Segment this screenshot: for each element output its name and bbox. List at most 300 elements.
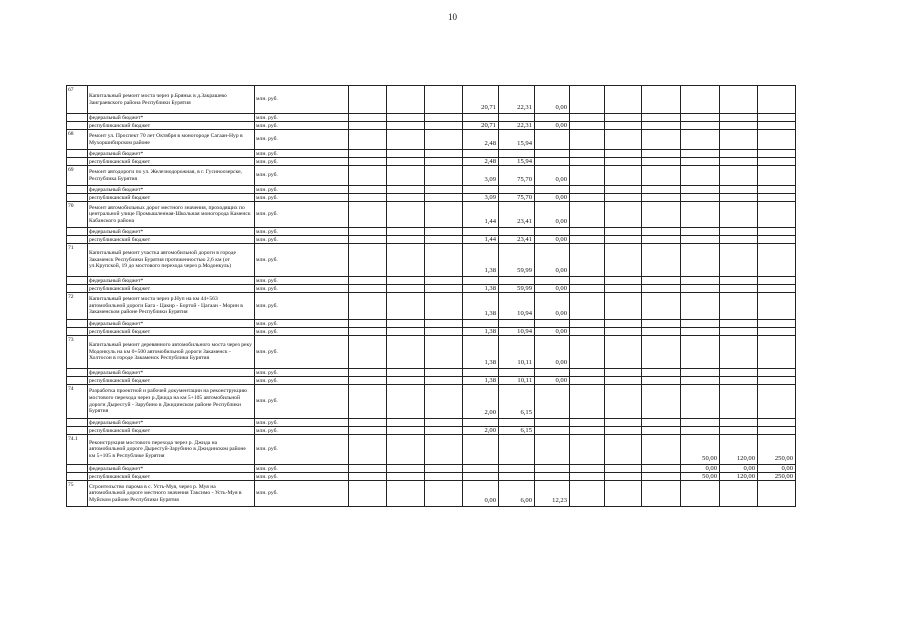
row-unit: млн. руб.: [255, 328, 349, 336]
value-cell: [387, 385, 425, 419]
row-unit: млн. руб.: [255, 481, 349, 507]
value-cell: [681, 377, 720, 385]
value-cell: 0,00: [535, 244, 570, 277]
value-cell: 0,00: [463, 481, 499, 507]
value-cell: [499, 114, 535, 122]
row-number: 74.1: [67, 435, 88, 465]
row-unit: млн. руб.: [255, 194, 349, 202]
value-cell: [605, 194, 642, 202]
value-cell: [642, 122, 681, 130]
value-cell: [387, 194, 425, 202]
value-cell: [720, 166, 758, 186]
value-cell: [499, 320, 535, 328]
value-cell: [349, 473, 387, 481]
value-cell: [425, 293, 463, 320]
value-cell: [720, 186, 758, 194]
value-cell: [425, 86, 463, 114]
value-cell: [463, 369, 499, 377]
value-cell: [758, 385, 796, 419]
value-cell: 250,00: [758, 435, 796, 465]
value-cell: [642, 285, 681, 293]
value-cell: [570, 320, 605, 328]
value-cell: 10,11: [499, 377, 535, 385]
value-cell: [499, 228, 535, 236]
value-cell: [535, 369, 570, 377]
table-subrow: [67, 122, 796, 130]
value-cell: [642, 194, 681, 202]
value-cell: [349, 285, 387, 293]
value-cell: [349, 122, 387, 130]
row-number: [67, 186, 88, 194]
value-cell: [681, 277, 720, 285]
value-cell: [570, 336, 605, 369]
value-cell: [605, 435, 642, 465]
value-cell: [349, 166, 387, 186]
value-cell: [758, 114, 796, 122]
value-cell: [681, 481, 720, 507]
value-cell: [681, 202, 720, 228]
value-cell: [758, 130, 796, 150]
value-cell: 15,94: [499, 158, 535, 166]
value-cell: 0,00: [535, 202, 570, 228]
value-cell: 50,00: [681, 473, 720, 481]
value-cell: [349, 244, 387, 277]
table-subrow: [67, 158, 796, 166]
value-cell: [605, 465, 642, 473]
value-cell: [605, 86, 642, 114]
value-cell: 0,00: [535, 122, 570, 130]
value-cell: [681, 86, 720, 114]
value-cell: [642, 419, 681, 427]
row-budget-source: республиканский бюджет: [88, 328, 255, 336]
value-cell: [425, 419, 463, 427]
row-title: Ремонт ул. Проспект 70 лет Октября в моногороде Сагаан-Нур в Мухоршибирском районе: [88, 130, 255, 150]
value-cell: [758, 186, 796, 194]
row-unit: млн. руб.: [255, 244, 349, 277]
value-cell: [758, 481, 796, 507]
value-cell: 1,38: [463, 328, 499, 336]
row-title: Ремонт автодороги по ул. Железнодорожная, в г. Гусиноозерске, Республика Бурятия: [88, 166, 255, 186]
value-cell: [605, 122, 642, 130]
value-cell: [758, 419, 796, 427]
value-cell: [642, 150, 681, 158]
value-cell: [499, 435, 535, 465]
table-subrow: [67, 419, 796, 427]
value-cell: [642, 320, 681, 328]
row-unit: млн. руб.: [255, 86, 349, 114]
value-cell: [535, 473, 570, 481]
value-cell: [387, 186, 425, 194]
row-number: 73: [67, 336, 88, 369]
value-cell: [463, 320, 499, 328]
value-cell: [499, 473, 535, 481]
value-cell: [720, 244, 758, 277]
value-cell: [499, 465, 535, 473]
row-unit: млн. руб.: [255, 285, 349, 293]
value-cell: [425, 194, 463, 202]
value-cell: [570, 194, 605, 202]
value-cell: [349, 481, 387, 507]
table-row: [67, 86, 796, 114]
value-cell: 120,00: [720, 435, 758, 465]
value-cell: [387, 122, 425, 130]
value-cell: [349, 427, 387, 435]
row-number: 70: [67, 202, 88, 228]
value-cell: [535, 186, 570, 194]
value-cell: [387, 320, 425, 328]
value-cell: 20,71: [463, 86, 499, 114]
value-cell: [387, 236, 425, 244]
value-cell: [425, 435, 463, 465]
value-cell: [499, 277, 535, 285]
value-cell: 59,99: [499, 285, 535, 293]
value-cell: [642, 236, 681, 244]
table-subrow: [67, 114, 796, 122]
table-subrow: [67, 228, 796, 236]
value-cell: [535, 427, 570, 435]
value-cell: [570, 130, 605, 150]
value-cell: [349, 130, 387, 150]
value-cell: [758, 285, 796, 293]
value-cell: [570, 328, 605, 336]
value-cell: [387, 228, 425, 236]
value-cell: [681, 194, 720, 202]
value-cell: [349, 435, 387, 465]
value-cell: [535, 385, 570, 419]
value-cell: [642, 336, 681, 369]
value-cell: [642, 186, 681, 194]
value-cell: [349, 114, 387, 122]
value-cell: [349, 320, 387, 328]
value-cell: 1,38: [463, 377, 499, 385]
value-cell: [425, 114, 463, 122]
value-cell: [642, 385, 681, 419]
value-cell: 15,94: [499, 130, 535, 150]
value-cell: [499, 150, 535, 158]
value-cell: [605, 336, 642, 369]
value-cell: [425, 150, 463, 158]
value-cell: [681, 419, 720, 427]
row-number: 72: [67, 293, 88, 320]
value-cell: [570, 465, 605, 473]
row-unit: млн. руб.: [255, 320, 349, 328]
value-cell: 0,00: [535, 86, 570, 114]
row-unit: млн. руб.: [255, 166, 349, 186]
row-number: [67, 320, 88, 328]
value-cell: [349, 150, 387, 158]
value-cell: [387, 130, 425, 150]
value-cell: 0,00: [535, 236, 570, 244]
value-cell: [570, 150, 605, 158]
value-cell: [387, 150, 425, 158]
value-cell: [425, 285, 463, 293]
value-cell: 0,00: [681, 465, 720, 473]
value-cell: [570, 369, 605, 377]
value-cell: [605, 481, 642, 507]
value-cell: [720, 285, 758, 293]
table-subrow: [67, 369, 796, 377]
value-cell: [425, 158, 463, 166]
row-unit: млн. руб.: [255, 336, 349, 369]
row-unit: млн. руб.: [255, 465, 349, 473]
value-cell: [605, 473, 642, 481]
row-number: [67, 150, 88, 158]
value-cell: [425, 166, 463, 186]
value-cell: 1,44: [463, 236, 499, 244]
value-cell: 0,00: [535, 336, 570, 369]
value-cell: [642, 377, 681, 385]
value-cell: [425, 328, 463, 336]
value-cell: [387, 86, 425, 114]
value-cell: [720, 194, 758, 202]
row-budget-source: республиканский бюджет: [88, 194, 255, 202]
value-cell: 1,38: [463, 336, 499, 369]
value-cell: [605, 202, 642, 228]
value-cell: [605, 244, 642, 277]
value-cell: [349, 186, 387, 194]
table-row: [67, 244, 796, 277]
value-cell: [425, 481, 463, 507]
row-unit: млн. руб.: [255, 130, 349, 150]
value-cell: [681, 320, 720, 328]
value-cell: [570, 285, 605, 293]
value-cell: [535, 130, 570, 150]
value-cell: [535, 465, 570, 473]
row-unit: млн. руб.: [255, 435, 349, 465]
value-cell: [570, 202, 605, 228]
value-cell: [387, 285, 425, 293]
value-cell: 0,00: [535, 194, 570, 202]
value-cell: 6,15: [499, 385, 535, 419]
value-cell: 120,00: [720, 473, 758, 481]
table-subrow: [67, 150, 796, 158]
value-cell: [681, 150, 720, 158]
value-cell: 3,09: [463, 166, 499, 186]
value-cell: [720, 277, 758, 285]
value-cell: [425, 369, 463, 377]
value-cell: [605, 377, 642, 385]
value-cell: [463, 114, 499, 122]
row-number: [67, 328, 88, 336]
row-budget-source: федеральный бюджет*: [88, 114, 255, 122]
value-cell: [758, 202, 796, 228]
value-cell: [463, 186, 499, 194]
row-unit: млн. руб.: [255, 158, 349, 166]
row-title: Реконструкция мостового перехода через р. Джида на автомобильной дороге Дыресгуй-Зарубино в Джидинском районе км 5+105 в Республике Бурятия: [88, 435, 255, 465]
row-number: [67, 236, 88, 244]
value-cell: [681, 158, 720, 166]
value-cell: [720, 427, 758, 435]
value-cell: [720, 336, 758, 369]
value-cell: [570, 277, 605, 285]
row-unit: млн. руб.: [255, 150, 349, 158]
row-budget-source: республиканский бюджет: [88, 473, 255, 481]
value-cell: [720, 202, 758, 228]
row-budget-source: федеральный бюджет*: [88, 419, 255, 427]
value-cell: 75,70: [499, 194, 535, 202]
value-cell: [605, 427, 642, 435]
table-subrow: [67, 236, 796, 244]
value-cell: [425, 228, 463, 236]
table-row: [67, 336, 796, 369]
value-cell: [681, 114, 720, 122]
value-cell: 1,38: [463, 285, 499, 293]
value-cell: 10,94: [499, 293, 535, 320]
value-cell: [535, 228, 570, 236]
value-cell: [720, 481, 758, 507]
value-cell: [642, 130, 681, 150]
value-cell: [758, 166, 796, 186]
value-cell: [605, 293, 642, 320]
value-cell: [642, 166, 681, 186]
value-cell: 22,31: [499, 86, 535, 114]
value-cell: 10,94: [499, 328, 535, 336]
value-cell: [570, 86, 605, 114]
row-number: [67, 122, 88, 130]
value-cell: [387, 465, 425, 473]
value-cell: [570, 377, 605, 385]
value-cell: [425, 427, 463, 435]
value-cell: [720, 369, 758, 377]
value-cell: [499, 419, 535, 427]
value-cell: 22,31: [499, 122, 535, 130]
value-cell: [605, 150, 642, 158]
value-cell: 2,00: [463, 427, 499, 435]
table-subrow: [67, 186, 796, 194]
value-cell: [720, 122, 758, 130]
table-row: [67, 385, 796, 419]
table-row: [67, 202, 796, 228]
row-unit: млн. руб.: [255, 236, 349, 244]
row-number: [67, 427, 88, 435]
value-cell: [349, 194, 387, 202]
value-cell: [681, 236, 720, 244]
value-cell: 1,38: [463, 244, 499, 277]
value-cell: [349, 336, 387, 369]
value-cell: 2,48: [463, 158, 499, 166]
row-title: Капитальный ремонт моста через р.Бряньк в д.Закрашево Заиграевского района Республики Бурятия: [88, 86, 255, 114]
value-cell: [387, 427, 425, 435]
value-cell: [535, 277, 570, 285]
value-cell: [349, 158, 387, 166]
table-subrow: [67, 473, 796, 481]
value-cell: [570, 122, 605, 130]
value-cell: [463, 465, 499, 473]
row-number: [67, 419, 88, 427]
value-cell: [642, 202, 681, 228]
value-cell: [570, 228, 605, 236]
value-cell: [758, 86, 796, 114]
value-cell: [720, 150, 758, 158]
value-cell: [570, 158, 605, 166]
value-cell: [605, 369, 642, 377]
value-cell: 0,00: [535, 285, 570, 293]
value-cell: [425, 385, 463, 419]
value-cell: [605, 166, 642, 186]
value-cell: [425, 336, 463, 369]
value-cell: [605, 285, 642, 293]
value-cell: [758, 122, 796, 130]
value-cell: [349, 202, 387, 228]
row-unit: млн. руб.: [255, 202, 349, 228]
value-cell: [570, 293, 605, 320]
row-unit: млн. руб.: [255, 277, 349, 285]
page-number: 10: [448, 12, 457, 22]
value-cell: [642, 435, 681, 465]
value-cell: [425, 377, 463, 385]
value-cell: [720, 328, 758, 336]
row-budget-source: федеральный бюджет*: [88, 465, 255, 473]
row-budget-source: федеральный бюджет*: [88, 277, 255, 285]
value-cell: [681, 228, 720, 236]
value-cell: [387, 158, 425, 166]
value-cell: [681, 285, 720, 293]
value-cell: [425, 277, 463, 285]
value-cell: [570, 385, 605, 419]
row-number: 75: [67, 481, 88, 507]
value-cell: [681, 186, 720, 194]
value-cell: [642, 427, 681, 435]
row-budget-source: республиканский бюджет: [88, 427, 255, 435]
value-cell: [387, 114, 425, 122]
row-unit: млн. руб.: [255, 419, 349, 427]
value-cell: [681, 130, 720, 150]
value-cell: [463, 435, 499, 465]
row-unit: млн. руб.: [255, 186, 349, 194]
value-cell: [387, 435, 425, 465]
value-cell: [349, 369, 387, 377]
value-cell: [535, 320, 570, 328]
row-title: Строительство парома в с. Усть-Муя, через р. Муя на автомобильной дороге местного значения Таксимо - Усть-Муя в Муйском районе Республики Бурятия: [88, 481, 255, 507]
value-cell: [720, 385, 758, 419]
value-cell: [642, 465, 681, 473]
value-cell: [349, 236, 387, 244]
value-cell: [387, 419, 425, 427]
value-cell: [681, 122, 720, 130]
value-cell: [758, 293, 796, 320]
value-cell: [463, 277, 499, 285]
value-cell: [425, 130, 463, 150]
value-cell: [570, 244, 605, 277]
table-subrow: [67, 320, 796, 328]
value-cell: [499, 186, 535, 194]
value-cell: [349, 277, 387, 285]
table-subrow: [67, 465, 796, 473]
value-cell: 0,00: [535, 377, 570, 385]
value-cell: [535, 158, 570, 166]
value-cell: [681, 427, 720, 435]
row-budget-source: федеральный бюджет*: [88, 320, 255, 328]
value-cell: 0,00: [535, 166, 570, 186]
value-cell: 10,11: [499, 336, 535, 369]
value-cell: [387, 166, 425, 186]
value-cell: [642, 228, 681, 236]
value-cell: [425, 236, 463, 244]
value-cell: [463, 150, 499, 158]
value-cell: [387, 293, 425, 320]
value-cell: [758, 336, 796, 369]
value-cell: [499, 369, 535, 377]
value-cell: [425, 244, 463, 277]
value-cell: [642, 86, 681, 114]
value-cell: [570, 186, 605, 194]
value-cell: [681, 166, 720, 186]
row-number: [67, 277, 88, 285]
value-cell: [425, 202, 463, 228]
row-budget-source: республиканский бюджет: [88, 122, 255, 130]
value-cell: [605, 419, 642, 427]
value-cell: [570, 236, 605, 244]
